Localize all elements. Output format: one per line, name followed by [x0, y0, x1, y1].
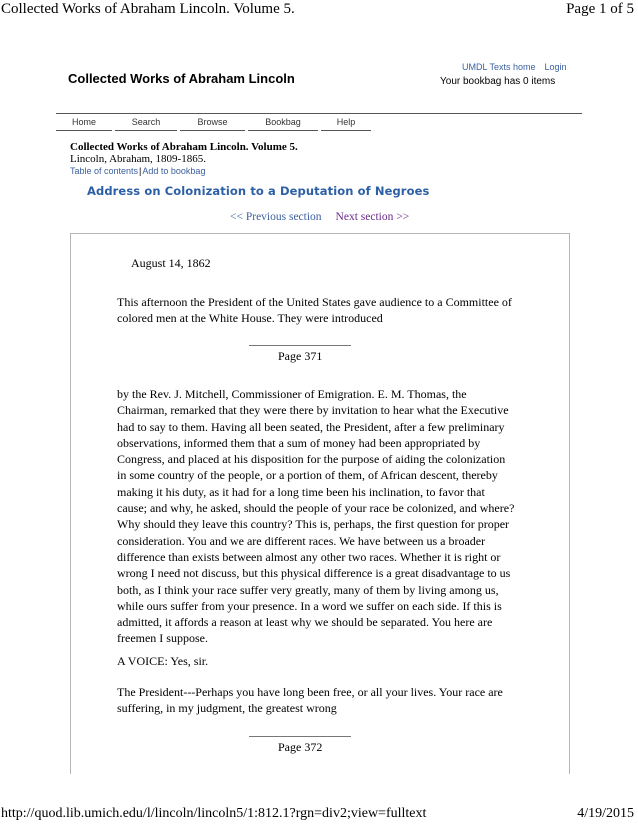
print-header-title: Collected Works of Abraham Lincoln. Volume 5.	[1, 1, 295, 17]
page-break-rule	[249, 345, 351, 346]
paragraph-3: A VOICE: Yes, sir.	[117, 654, 209, 668]
work-links	[70, 166, 205, 176]
top-links	[462, 62, 576, 72]
main-nav	[56, 117, 374, 131]
site-title[interactable]: Collected Works of Abraham Lincoln	[68, 71, 295, 86]
paragraph-1: This afternoon the President of the United States gave audience to a Committee of colored men at the White House. They were introduced	[117, 295, 512, 326]
print-header-page: Page 1 of 5	[566, 1, 634, 17]
link-separator: |	[139, 166, 142, 176]
nav-search[interactable]: Search	[115, 117, 177, 131]
next-section-link[interactable]: Next section >>	[335, 211, 410, 223]
nav-home[interactable]: Home	[56, 117, 112, 131]
work-author: Lincoln, Abraham, 1809-1865.	[70, 153, 206, 165]
paragraph-2: by the Rev. J. Mitchell, Commissioner of Emigration. E. M. Thomas, the Chairman, remarked that they were there by invitation to hear what the Executive had to say to them. Having all been seated, the President, after a few preliminary observations, informed them that a sum of money had been appropriated by Congress, and placed at his disposition for the purpose of aiding the colonization in some country of the people, or a portion of them, of African descent, thereby making it his duty, as it had for a long time been his inclination, to favor that cause; and why, he asked, should the people of your race be colonized, and where? Why should they leave this country? This is, perhaps, the first question for proper consideration. You and we are different races. We have between us a broader difference than exists between almost any other two races. Whether it is right or wrong I need not discuss, but this physical difference is a great disadvantage to us both, as I think your race suffer very greatly, many of them by living among us, while ours suffer from your presence. In a word we suffer on each side. If this is admitted, it affords a reason at least why we should be separated. You here are freemen I suppose.	[117, 387, 515, 646]
table-of-contents-link[interactable]: Table of contents	[70, 166, 139, 176]
nav-browse[interactable]: Browse	[180, 117, 245, 131]
print-footer-date: 4/19/2015	[577, 806, 634, 821]
nav-help[interactable]: Help	[321, 117, 371, 131]
nav-bookbag[interactable]: Bookbag	[248, 117, 318, 131]
bookbag-status: Your bookbag has 0 items	[440, 76, 556, 87]
texts-home-link[interactable]: UMDL Texts home	[462, 62, 536, 72]
page-break-rule	[249, 736, 351, 737]
paragraph-4: The President---Perhaps you have long been free, or all your lives. Your race are suffering, in my judgment, the greatest wrong	[117, 685, 503, 716]
section-heading: Address on Colonization to a Deputation of Negroes	[87, 184, 430, 198]
add-to-bookbag-link[interactable]: Add to bookbag	[142, 166, 206, 176]
header-divider	[56, 113, 582, 114]
login-link[interactable]: Login	[544, 62, 567, 72]
work-title: Collected Works of Abraham Lincoln. Volume 5.	[70, 141, 298, 153]
section-pager	[230, 211, 409, 223]
previous-section-link[interactable]: << Previous section	[230, 211, 322, 223]
page-number: Page 371	[278, 349, 323, 363]
dateline: August 14, 1862	[131, 256, 211, 270]
print-footer-url: http://quod.lib.umich.edu/l/lincoln/lincoln5/1:812.1?rgn=div2;view=fulltext	[1, 806, 427, 821]
page-number: Page 372	[278, 740, 323, 754]
